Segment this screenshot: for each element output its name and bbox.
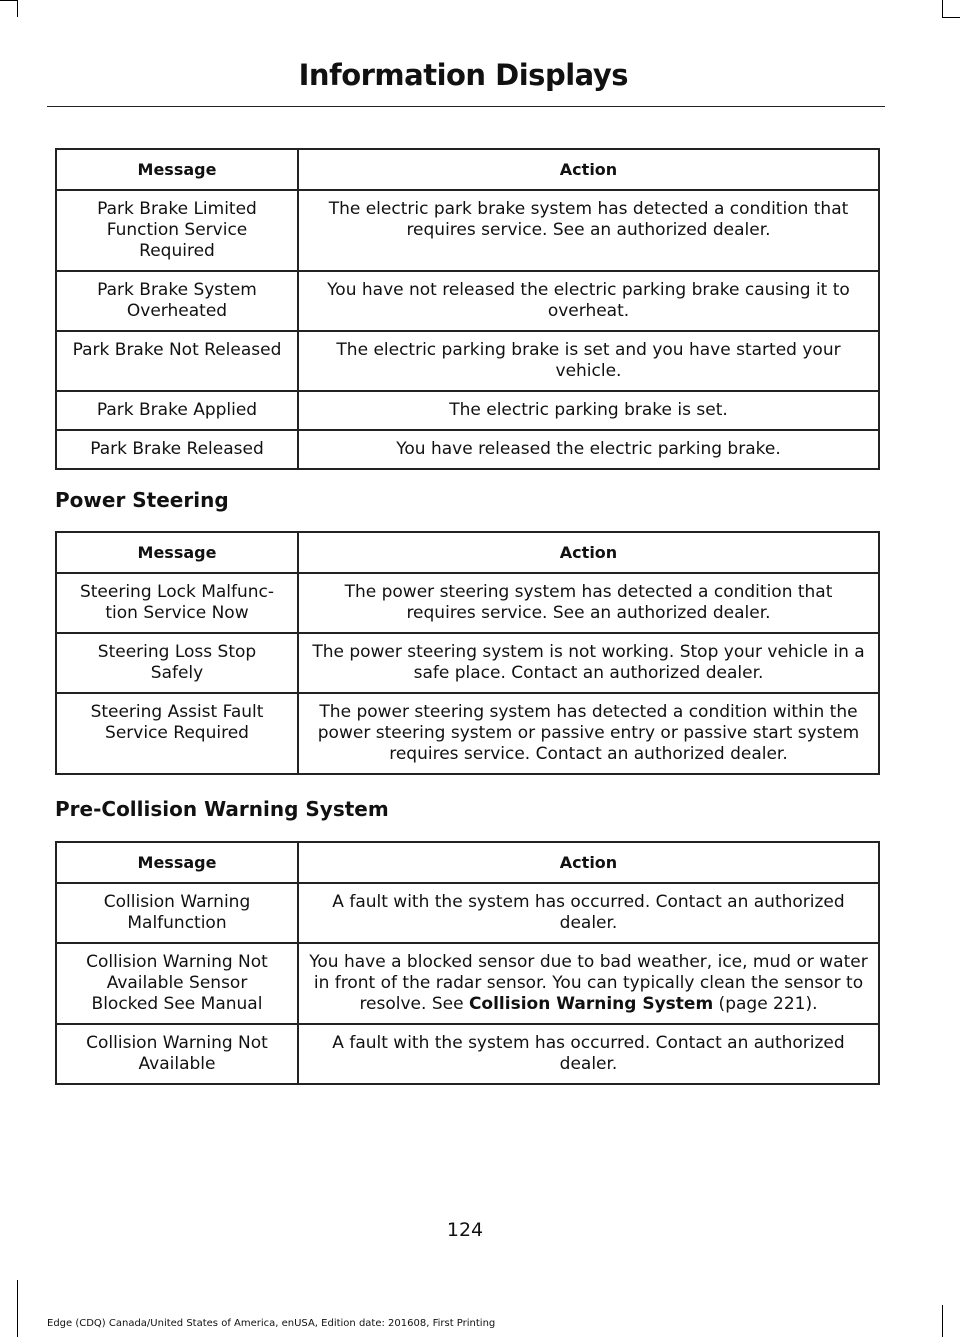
crop-mark — [0, 0, 17, 1]
action-text: You have a blocked sensor due to bad weather, ice, mud or water in front of the radar sensor. You can typically clean the sensor to resolve. See — [309, 952, 868, 1014]
edition-footer: Edge (CDQ) Canada/United States of America, enUSA, Edition date: 201608, First Printing — [47, 1318, 496, 1329]
cross-reference-link[interactable]: Collision Warning System — [468, 994, 714, 1014]
column-header-message: Message — [56, 149, 298, 190]
message-cell: Collision Warning Malfunction — [56, 883, 298, 943]
table-row — [56, 633, 879, 693]
table-row — [56, 271, 879, 331]
table-row — [56, 943, 879, 1024]
message-cell: Steering Lock Malfunc-tion Service Now — [56, 573, 298, 633]
action-text: (page 221). — [713, 994, 818, 1014]
message-cell: Park Brake Not Released — [56, 331, 298, 391]
table-header-row — [56, 532, 879, 573]
message-cell: Collision Warning Not Available Sensor Blocked See Manual — [56, 943, 298, 1024]
column-header-message: Message — [56, 532, 298, 573]
action-cell: You have released the electric parking brake. — [298, 430, 879, 469]
message-cell: Collision Warning Not Available — [56, 1024, 298, 1084]
message-cell: Steering Loss Stop Safely — [56, 633, 298, 693]
column-header-message: Message — [56, 842, 298, 883]
column-header-action: Action — [298, 842, 879, 883]
table-header-row — [56, 842, 879, 883]
crop-mark — [942, 1305, 943, 1337]
section-heading-power-steering: Power Steering — [55, 488, 229, 512]
action-cell: The electric parking brake is set and you have started your vehicle. — [298, 331, 879, 391]
action-cell: The electric park brake system has detected a condition that requires service. See an authorized dealer. — [298, 190, 879, 271]
column-header-action: Action — [298, 149, 879, 190]
action-cell: You have not released the electric parking brake causing it to overheat. — [298, 271, 879, 331]
crop-mark — [17, 0, 18, 17]
action-cell: A fault with the system has occurred. Contact an authorized dealer. — [298, 883, 879, 943]
message-cell: Park Brake Limited Function Service Required — [56, 190, 298, 271]
table-row — [56, 883, 879, 943]
message-cell: Park Brake Released — [56, 430, 298, 469]
column-header-action: Action — [298, 532, 879, 573]
crop-mark — [17, 1280, 18, 1337]
action-cell — [298, 943, 879, 1024]
pre-collision-table — [55, 841, 880, 1085]
page-title: Information Displays — [298, 58, 628, 92]
action-cell: The power steering system is not working. Stop your vehicle in a safe place. Contact an authorized dealer. — [298, 633, 879, 693]
table-row — [56, 190, 879, 271]
title-divider — [47, 106, 885, 107]
park-brake-table — [55, 148, 880, 470]
message-cell: Park Brake Applied — [56, 391, 298, 430]
crop-mark — [942, 17, 960, 18]
table-row — [56, 430, 879, 469]
section-heading-pre-collision: Pre-Collision Warning System — [55, 797, 389, 821]
action-cell: The power steering system has detected a condition that requires service. See an authorized dealer. — [298, 573, 879, 633]
message-cell: Steering Assist Fault Service Required — [56, 693, 298, 774]
message-cell: Park Brake System Overheated — [56, 271, 298, 331]
action-cell: The electric parking brake is set. — [298, 391, 879, 430]
table-row — [56, 331, 879, 391]
action-cell: The power steering system has detected a condition within the power steering system or passive entry or passive start system requires service. Contact an authorized dealer. — [298, 693, 879, 774]
page-number: 124 — [446, 1219, 484, 1241]
action-cell: A fault with the system has occurred. Contact an authorized dealer. — [298, 1024, 879, 1084]
table-header-row — [56, 149, 879, 190]
table-row — [56, 391, 879, 430]
table-row — [56, 693, 879, 774]
crop-mark — [942, 0, 943, 17]
table-row — [56, 1024, 879, 1084]
power-steering-table — [55, 531, 880, 775]
table-row — [56, 573, 879, 633]
